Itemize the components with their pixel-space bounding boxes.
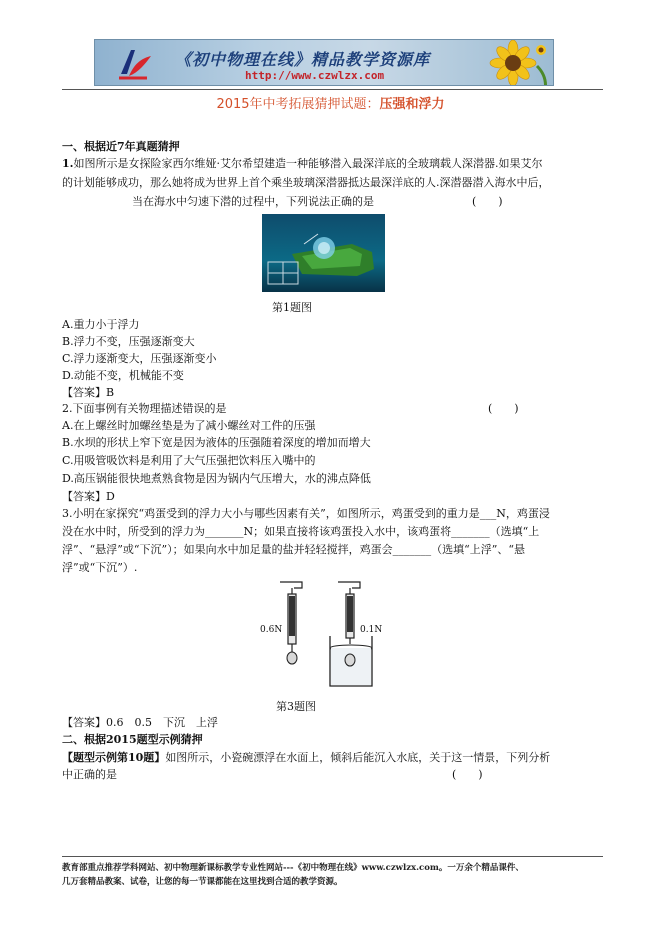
q1-line-3: 当在海水中匀速下潜的过程中，下列说法正确的是 xyxy=(132,195,374,208)
q3-answer: 【答案】0.6 0.5 下沉 上浮 xyxy=(62,716,218,729)
q1-submersible-photo xyxy=(262,214,385,292)
header-banner xyxy=(94,39,554,86)
q1-text-1: 如图所示是女探险家西尔维娅·艾尔希望建造一种能够潜入最深洋底的全玻璃载人深潜器.如果艾尔 xyxy=(73,157,543,170)
section2-line-1 xyxy=(62,751,550,765)
section-heading-1: 一、根据近7年真题猜押 xyxy=(62,140,180,153)
q1-option-c: C.浮力逐渐变大，压强逐渐变小 xyxy=(62,352,217,365)
footer-line-2: 几万套精品教案、试卷，让您的每一节课都能在这里找到合适的教学资源。 xyxy=(62,877,343,887)
q1-figure-caption: 第1题图 xyxy=(272,301,312,314)
site-logo-icon xyxy=(117,44,153,82)
q1-number: 1. xyxy=(62,157,74,170)
title-topic: 压强和浮力 xyxy=(379,97,445,112)
q2-option-d: D.高压锅能很快地煮熟食物是因为锅内气压增大，水的沸点降低 xyxy=(62,472,371,485)
q1-answer: 【答案】B xyxy=(62,386,115,399)
section2-answer-paren: ( ) xyxy=(452,768,483,781)
q2-option-c: C.用吸管吸饮料是利用了大气压强把饮料压入嘴中的 xyxy=(62,454,316,467)
q2-answer: 【答案】D xyxy=(62,490,115,503)
q3-line-3: 浮”、“悬浮”或“下沉”）；如果向水中加足量的盐并轻轻搅拌，鸡蛋会_______（选填“上浮”、“悬 xyxy=(62,543,525,556)
q3-line-4: 浮”或“下沉”）. xyxy=(62,561,138,574)
q1-option-d: D.动能不变，机械能不变 xyxy=(62,369,184,382)
q1-option-a: A.重力小于浮力 xyxy=(62,318,140,331)
q1-line-1 xyxy=(62,157,542,171)
footer-line-1: 教育部重点推荐学科网站、初中物理新课标教学专业性网站---《初中物理在线》www.czwlzx.com。一万余个精品课件、 xyxy=(62,863,524,873)
q3-line-1: 3.小明在家探究“鸡蛋受到的浮力大小与哪些因素有关”，如图所示，鸡蛋受到的重力是___N，鸡蛋浸 xyxy=(62,507,550,520)
q1-option-b: B.浮力不变，压强逐渐变大 xyxy=(62,335,195,348)
example-text-1: 如图所示，小瓷碗漂浮在水面上，倾斜后能沉入水底，关于这一情景，下列分析 xyxy=(165,751,551,764)
q1-answer-paren: ( ) xyxy=(472,195,503,208)
q3-right-scale-reading: 0.1N xyxy=(360,625,383,635)
q2-option-b: B.水坝的形状上窄下宽是因为液体的压强随着深度的增加而增大 xyxy=(62,436,371,449)
q3-left-scale-reading: 0.6N xyxy=(260,625,283,635)
section2-line-2: 中正确的是 xyxy=(62,768,117,781)
q3-figure-caption: 第3题图 xyxy=(276,700,316,713)
header-divider xyxy=(62,89,603,90)
example-label: 【题型示例第10题】 xyxy=(62,751,166,764)
title-prefix: 2015年中考拓展猜押试题： xyxy=(216,97,380,112)
q2-option-a: A.在上螺丝时加螺丝垫是为了减小螺丝对工件的压强 xyxy=(62,419,316,432)
footer-divider xyxy=(62,856,603,857)
document-title xyxy=(0,93,661,112)
q2-answer-paren: ( ) xyxy=(488,402,519,415)
q2-stem: 2.下面事例有关物理描述错误的是 xyxy=(62,402,227,415)
section-heading-2: 二、根据2015题型示例猜押 xyxy=(62,733,203,746)
sunflower-icon xyxy=(489,39,549,86)
submersible-icon xyxy=(262,214,385,292)
banner-title: 《初中物理在线》精品教学资源库 xyxy=(175,50,431,69)
banner-url: http://www.czwlzx.com xyxy=(245,69,385,82)
q1-line-2: 的计划能够成功，那么她将成为世界上首个乘坐玻璃深潜器抵达最深洋底的人.深潜器潜入海水中后， xyxy=(62,176,550,189)
q3-line-2: 没在水中时，所受到的浮力为_______N；如果直接将该鸡蛋投入水中，该鸡蛋将_______（选填“上 xyxy=(62,525,540,538)
